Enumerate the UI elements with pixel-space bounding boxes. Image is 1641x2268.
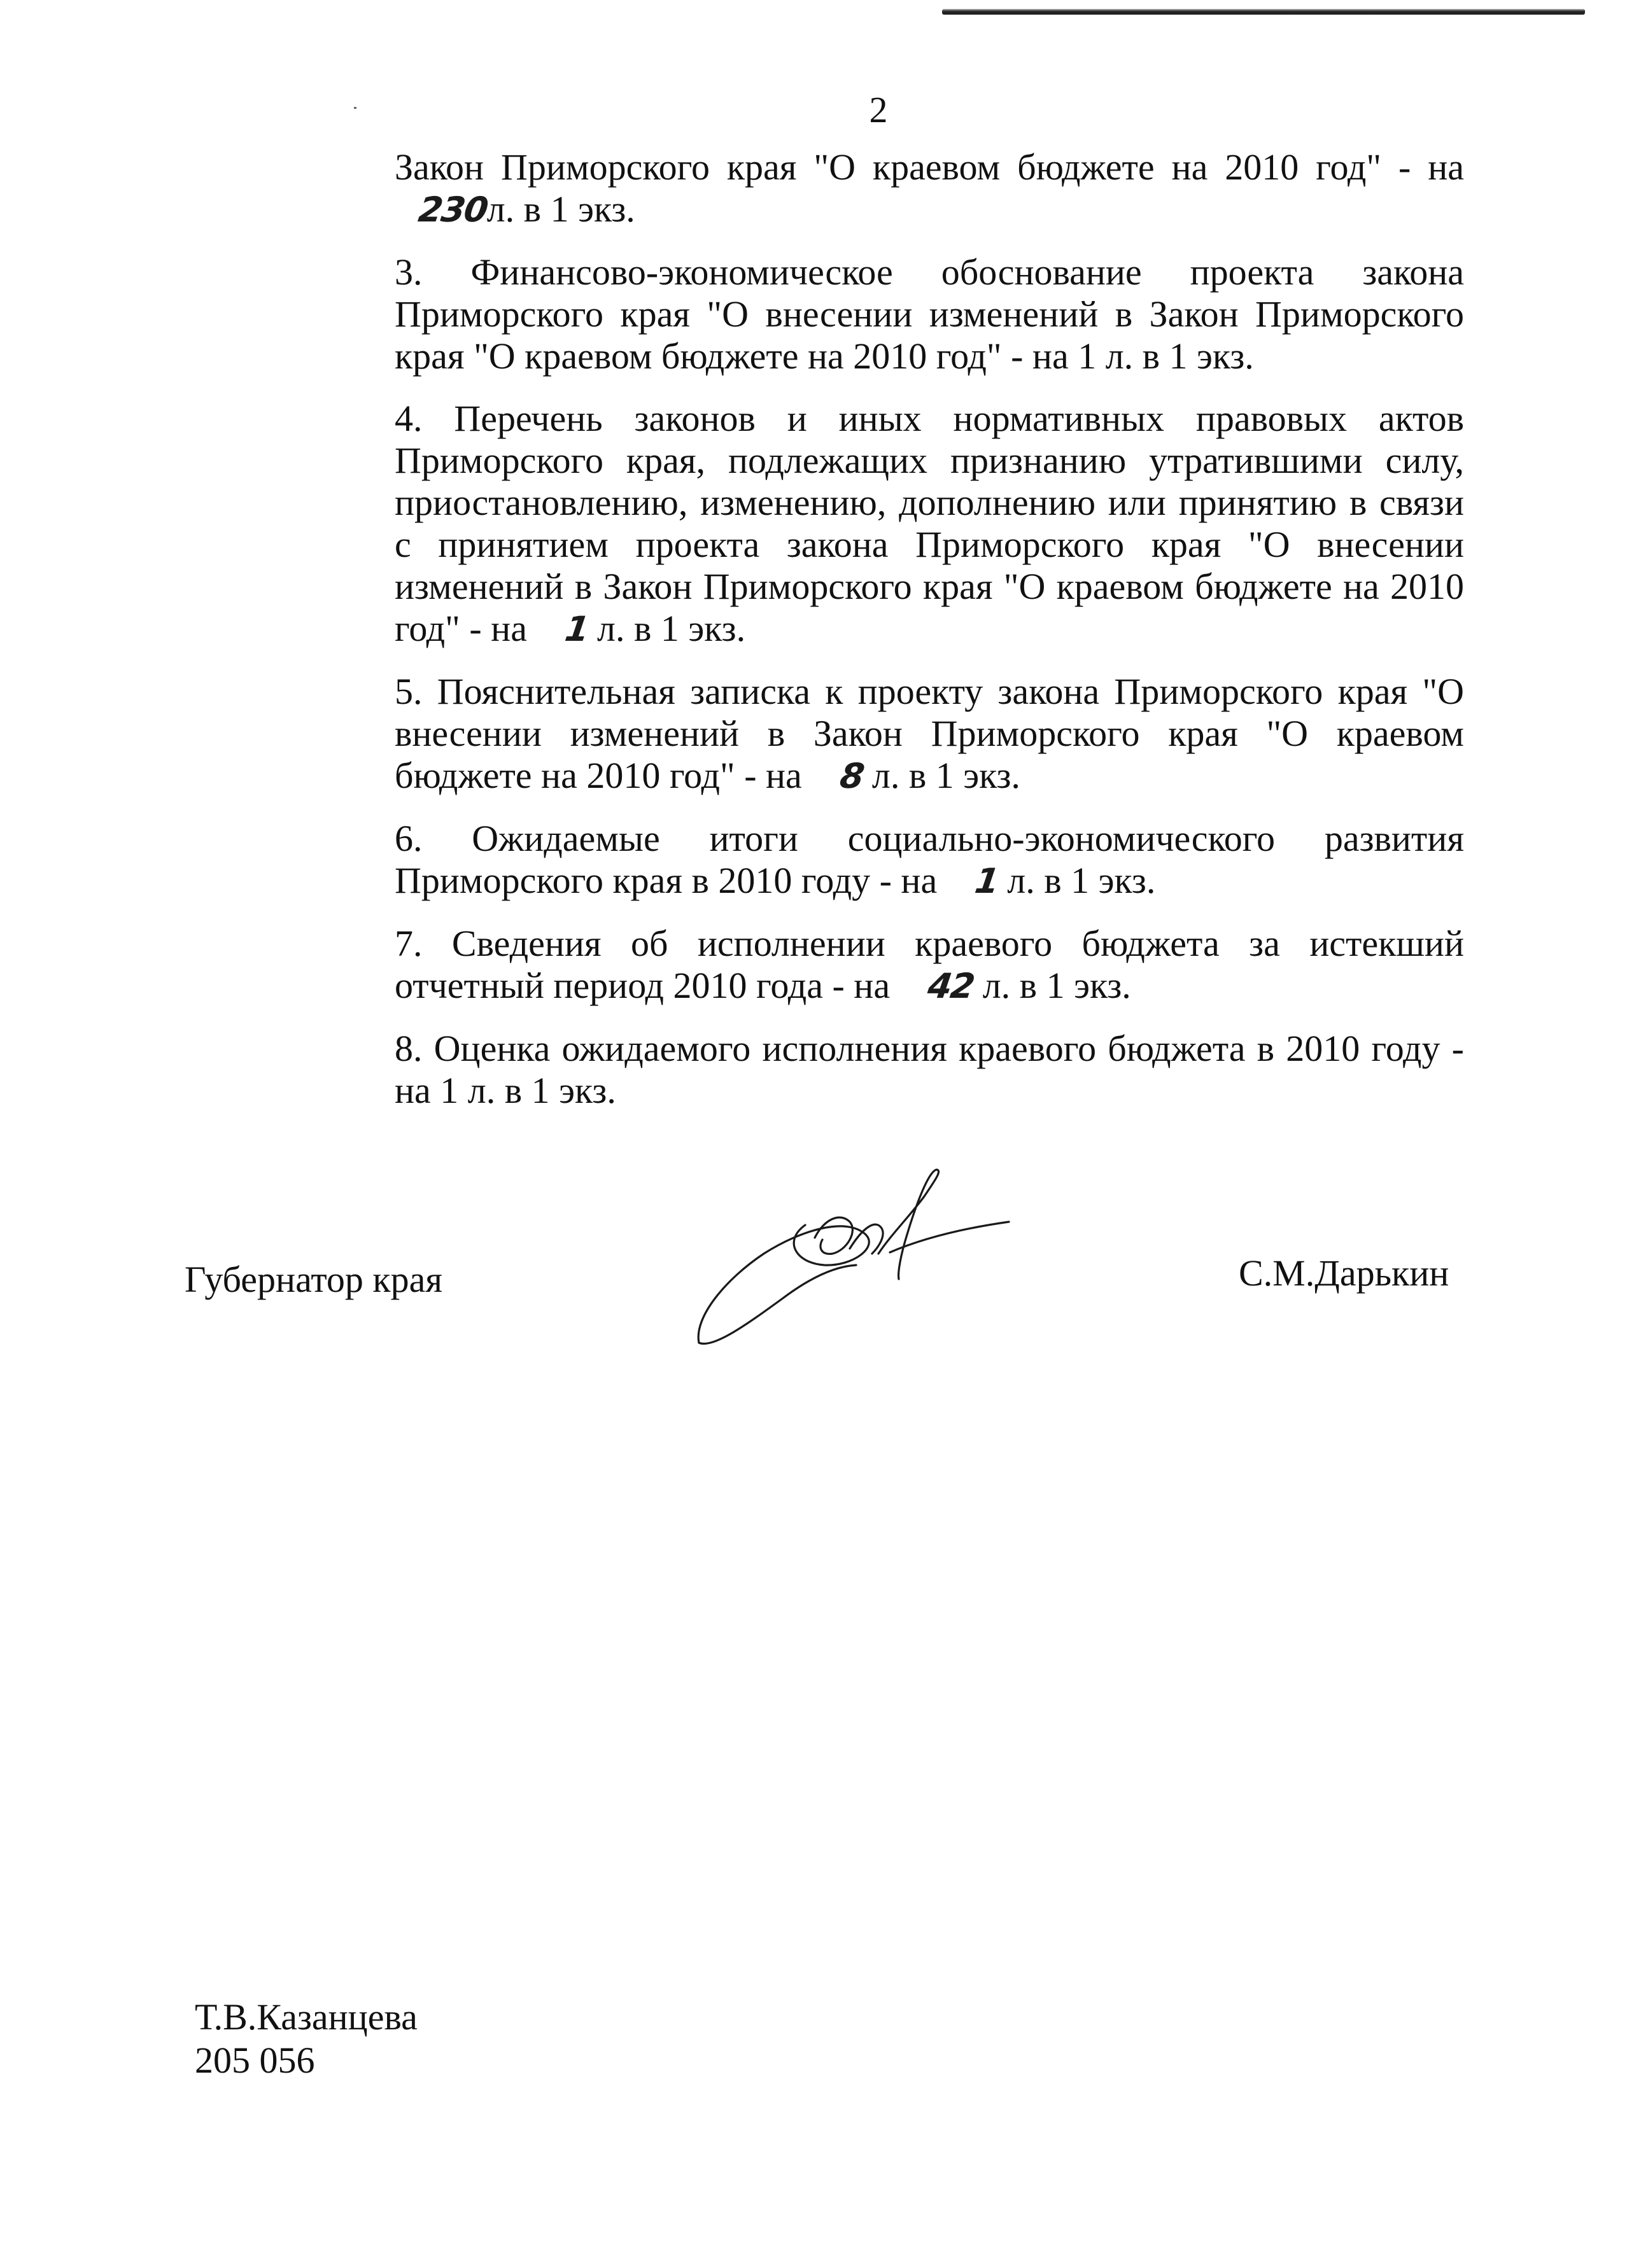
list-item-text: 5. Пояснительная записка к проекту закона Приморского края "О внесении изменений в Закон Приморского края "О краевом бюджете на 2010 год" - на [395,671,1464,796]
list-item-text-tail: л. в 1 экз. [973,965,1131,1006]
handwritten-sheet-count: 1 [972,861,1001,901]
list-item-text: 6. Ожидаемые итоги социально-экономического развития Приморского края в 2010 году - на [395,818,1464,901]
handwritten-sheet-count: 42 [925,966,976,1006]
executor-name: Т.В.Казанцева [195,1996,418,2038]
top-edge-rule [942,9,1585,15]
list-item-text: 7. Сведения об исполнении краевого бюджета за истекший отчетный период 2010 года - на [395,923,1464,1006]
executor-phone: 205 056 [195,2040,315,2081]
list-item [395,818,1464,902]
list-item-text: 3. Финансово-экономическое обоснование проекта закона Приморского края "О внесении изменений в Закон Приморского края "О краевом бюджете на 2010 год" - на 1 л. в 1 экз. [395,251,1464,377]
list-item [395,398,1464,650]
list-item-text: 4. Перечень законов и иных нормативных правовых актов Приморского края, подлежащих признанию утратившими силу, приостановлению, изменению, дополнению или принятию в связи с принятием проекта закона Приморского края "О внесении изменений в Закон Приморского края "О краевом бюджете на 2010 год" - на [395,398,1464,649]
list-item [395,923,1464,1007]
handwritten-sheet-count: 230 [416,190,490,230]
list-item-text-tail: л. в 1 экз. [486,188,635,230]
list-item-text: 8. Оценка ожидаемого исполнения краевого бюджета в 2010 году - на 1 л. в 1 экз. [395,1028,1464,1111]
handwritten-signature [687,1158,1018,1362]
list-item [395,146,1464,231]
signer-position: Губернатор края [185,1259,443,1300]
list-item [395,251,1464,377]
handwritten-sheet-count: 8 [837,756,866,796]
page-number: 2 [869,89,888,130]
list-item [395,671,1464,797]
list-item-text-tail: л. в 1 экз. [863,755,1020,796]
list-item [395,1028,1464,1112]
attachments-list [395,146,1464,1132]
scan-speck [354,107,356,109]
list-item-text-tail: л. в 1 экз. [588,608,746,649]
signer-name: С.М.Дарькин [1239,1252,1449,1294]
handwritten-sheet-count: 1 [562,609,591,649]
list-item-text: Закон Приморского края "О краевом бюджете на 2010 год" - на [395,146,1464,188]
executor-info [195,1996,418,2082]
list-item-text-tail: л. в 1 экз. [997,860,1156,901]
